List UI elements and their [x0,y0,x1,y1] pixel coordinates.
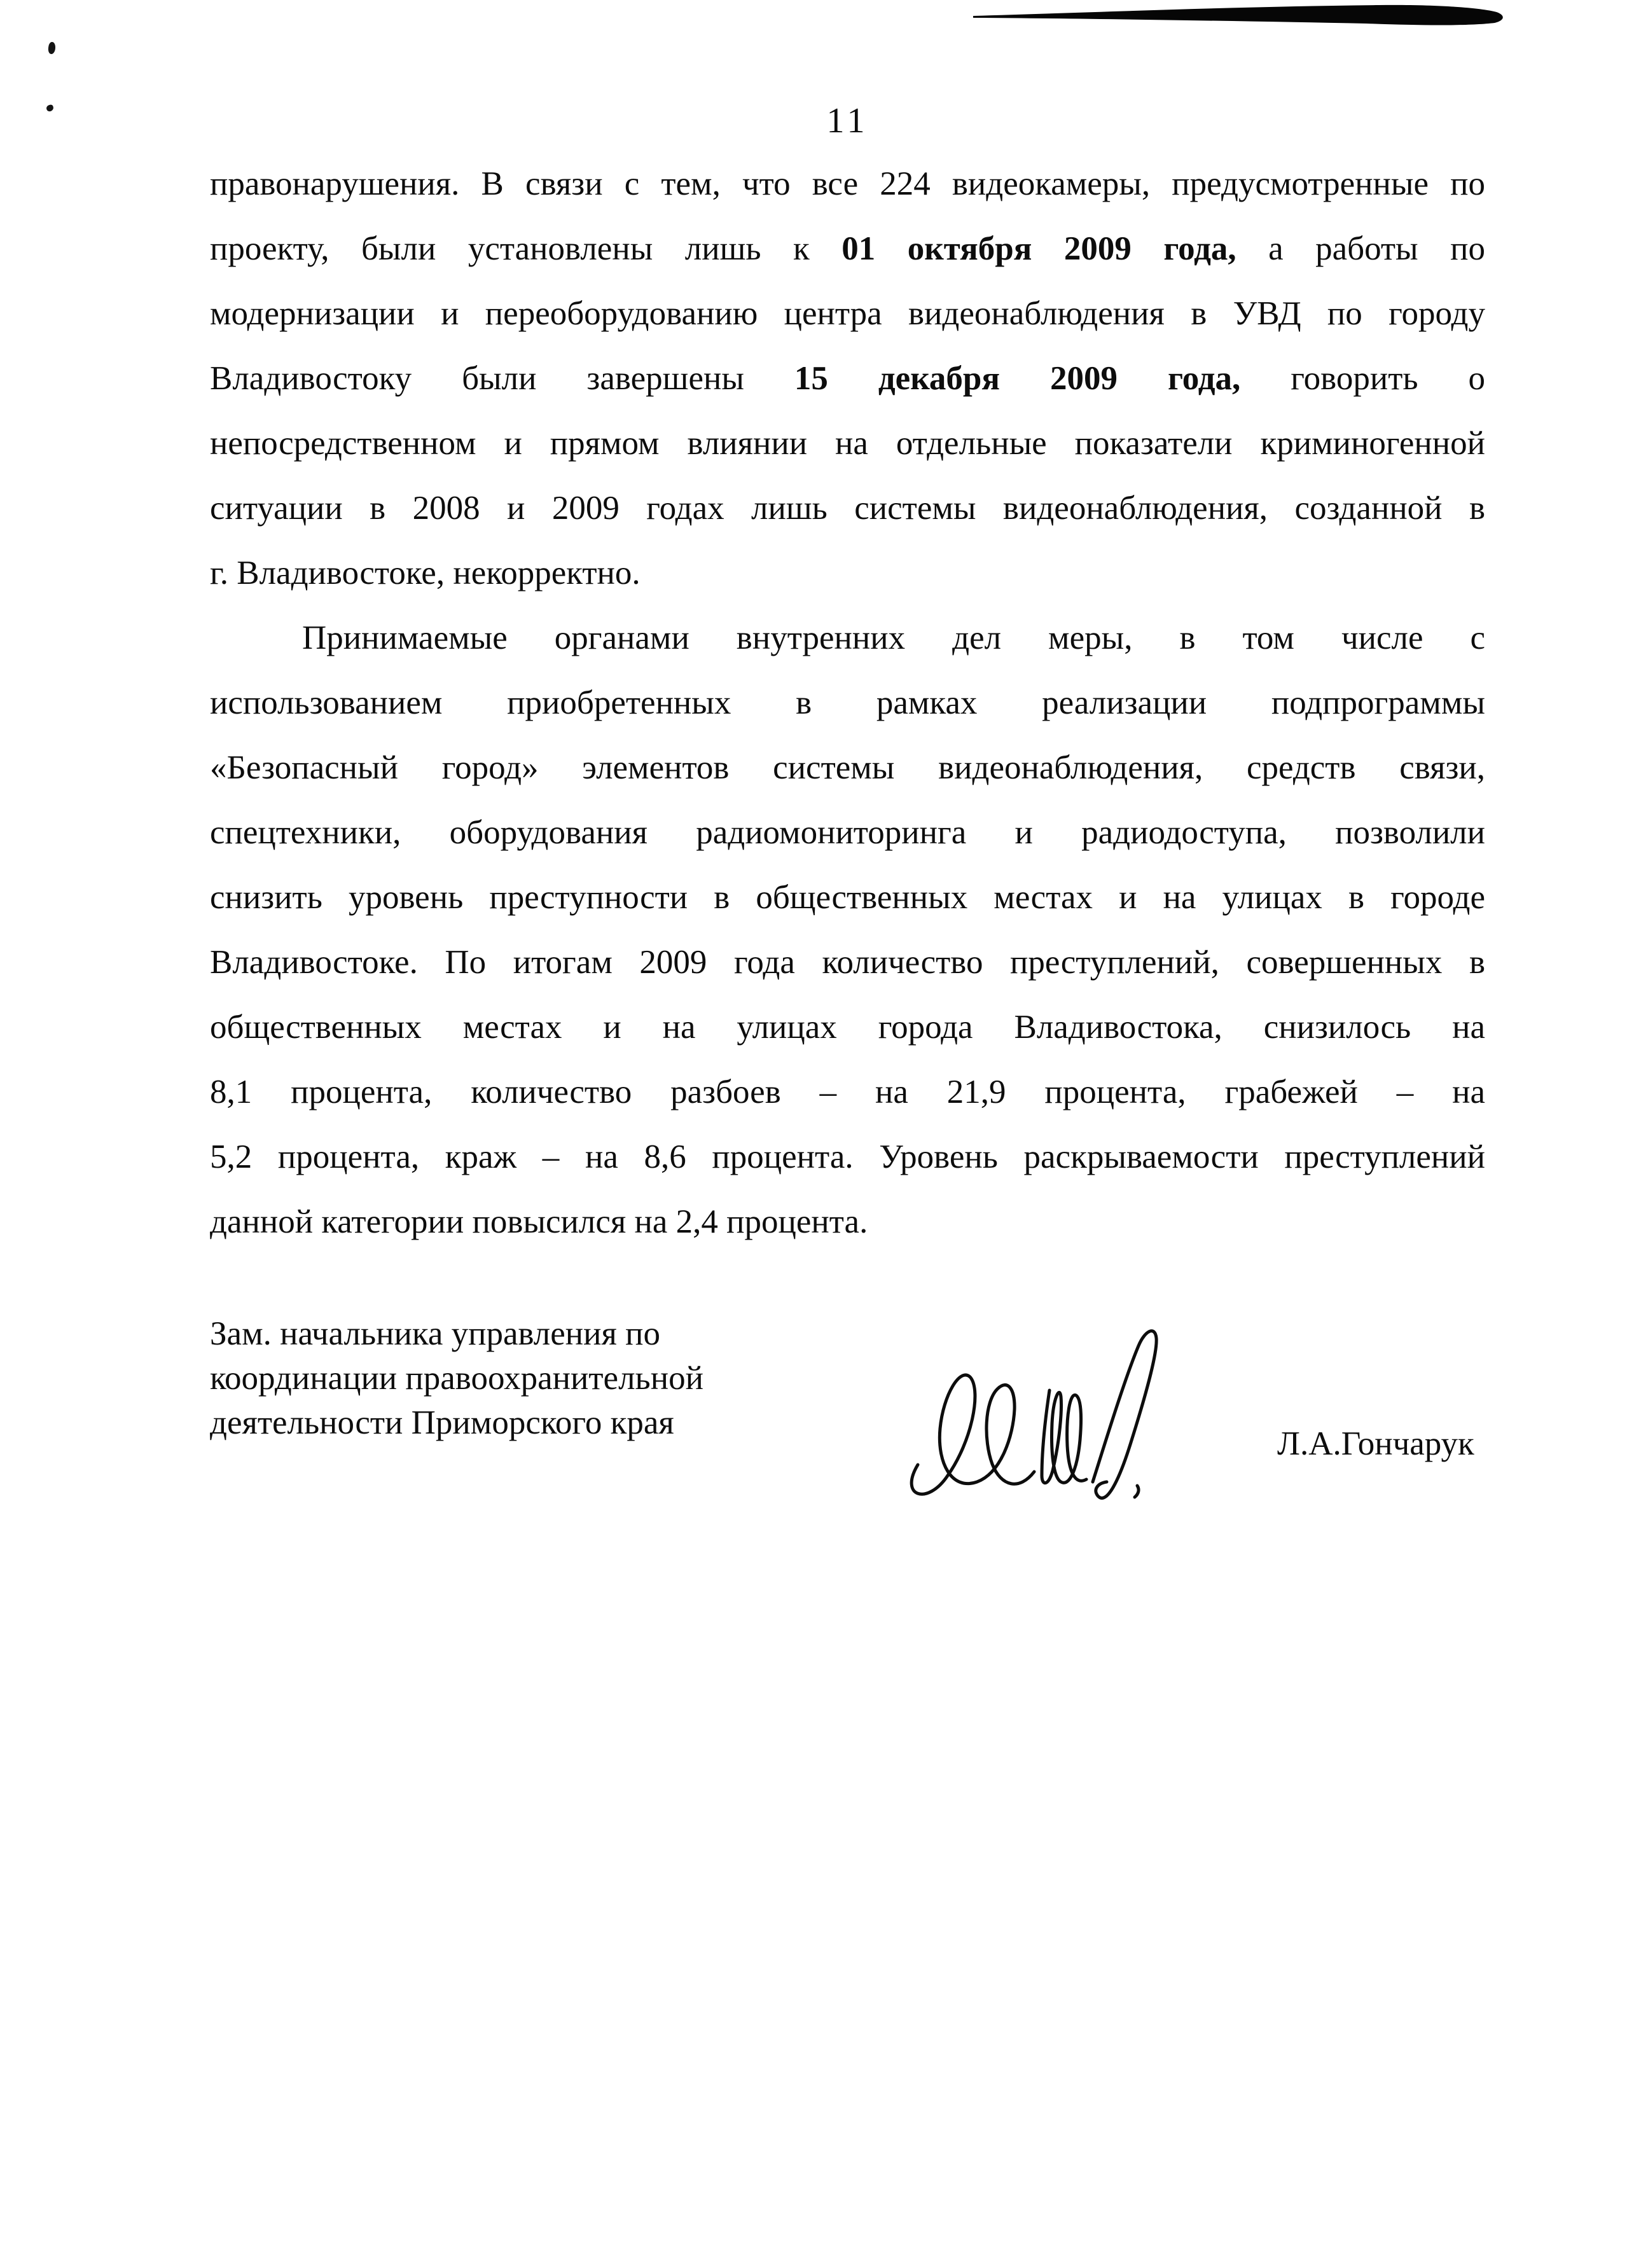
text-line [210,151,1485,216]
text-segment: говорить о [1240,360,1485,397]
text-line [210,800,1485,865]
text-segment: Владивостоку были завершены [210,360,794,397]
text-segment: спецтехники, оборудования радиомониторинга и радиодоступа, позволили [210,814,1485,851]
text-segment: данной категории повысился на 2,4 процента. [210,1203,868,1240]
body-paragraphs [210,151,1485,1254]
text-segment: «Безопасный город» элементов системы видеонаблюдения, средств связи, [210,749,1485,786]
text-segment: модернизации и переоборудованию центра видеонаблюдения в УВД по городу [210,295,1485,332]
text-line [210,865,1485,930]
text-line [210,605,1485,670]
text-line [210,281,1485,346]
scan-artifact-bar [972,1,1509,31]
text-segment: правонарушения. В связи с тем, что все 224 видеокамеры, предусмотренные по [210,165,1485,202]
text-line [210,216,1485,281]
text-line [210,995,1485,1060]
text-segment: использованием приобретенных в рамках реализации подпрограммы [210,684,1485,721]
text-segment: снизить уровень преступности в общественных местах и на улицах в городе [210,879,1485,916]
handwritten-signature [883,1315,1214,1506]
signoff-name: Л.А.Гончарук [1277,1425,1474,1462]
signoff-title-line: Зам. начальника управления по [210,1315,660,1352]
text-segment: 5,2 процента, краж – на 8,6 процента. Уровень раскрываемости преступлений [210,1138,1485,1175]
text-line [210,346,1485,411]
text-segment: непосредственном и прямом влиянии на отдельные показатели криминогенной [210,425,1485,462]
text-line [210,735,1485,800]
text-segment: ситуации в 2008 и 2009 годах лишь системы видеонаблюдения, созданной в [210,490,1485,527]
signoff-title [210,1311,833,1445]
bold-text-segment: 01 октября 2009 года, [841,230,1236,267]
text-segment: а работы по [1236,230,1485,267]
signoff-title-line: координации правоохранительной [210,1360,703,1397]
text-line [210,670,1485,735]
text-line [210,411,1485,476]
scan-speck [46,104,54,112]
paragraph [210,605,1485,1254]
paragraph [210,151,1485,605]
text-line [210,1060,1485,1124]
signoff-title-line: деятельности Приморского края [210,1404,674,1441]
text-line [210,541,1485,605]
text-line [210,1124,1485,1189]
text-line [210,1189,1485,1254]
signoff-block [210,1311,1485,1579]
text-line [210,930,1485,995]
text-segment: проекту, были установлены лишь к [210,230,842,267]
text-segment: общественных местах и на улицах города Владивостока, снизилось на [210,1009,1485,1046]
scan-speck [48,41,56,54]
text-segment: 8,1 процента, количество разбоев – на 21,9 процента, грабежей – на [210,1074,1485,1110]
text-segment: Владивостоке. По итогам 2009 года количество преступлений, совершенных в [210,944,1485,981]
bold-text-segment: 15 декабря 2009 года, [794,360,1241,397]
page-number: 11 [826,101,869,141]
text-line [210,476,1485,541]
text-segment: г. Владивостоке, некорректно. [210,555,640,591]
text-segment: Принимаемые органами внутренних дел меры, в том числе с [302,619,1485,656]
